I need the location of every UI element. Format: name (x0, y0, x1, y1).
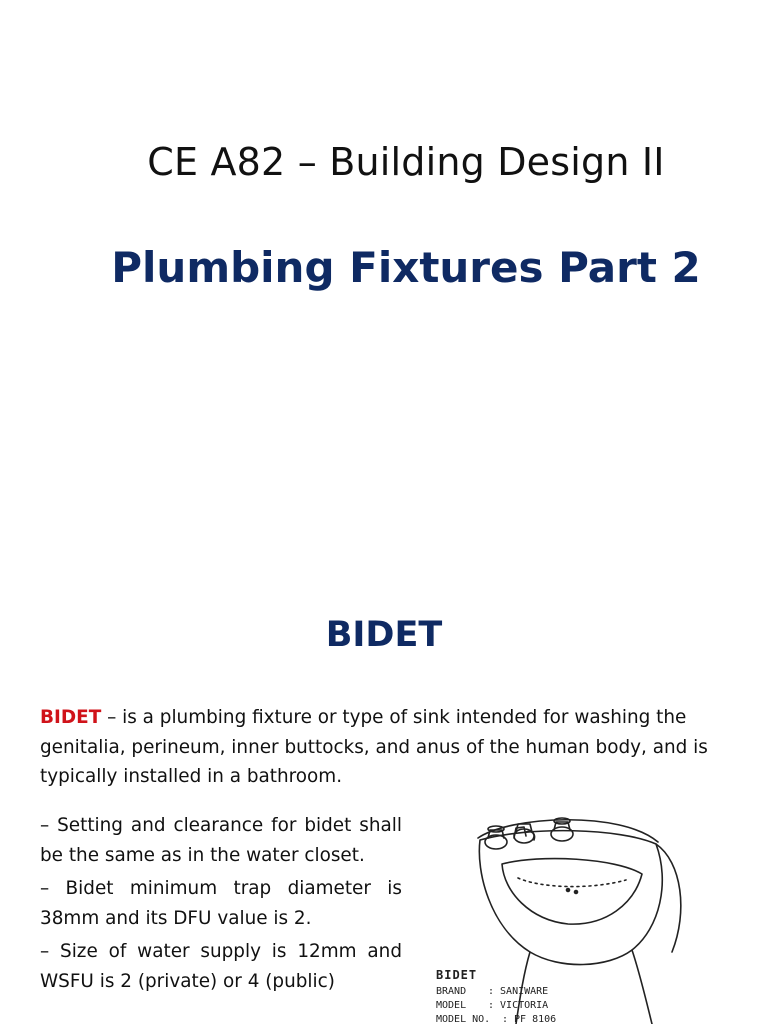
row-value: : PF 8106 (502, 1014, 557, 1024)
drain-dot (575, 891, 578, 894)
figure-row-model-no (436, 1014, 557, 1024)
point-trap-diameter: – Bidet minimum trap diameter is 38mm and its DFU value is 2. (40, 878, 402, 929)
pedestal-right (632, 950, 652, 1024)
bidet-illustration (420, 792, 768, 1024)
bidet-slide (0, 512, 768, 1024)
row-label: MODEL (436, 1000, 467, 1011)
drain-dot (567, 889, 570, 892)
point-water-supply: – Size of water supply is 12mm and WSFU is 2 (private) or 4 (public) (40, 941, 402, 992)
course-title: CE A82 – Building Design II (147, 140, 665, 184)
section-title: BIDET (325, 615, 443, 655)
deck-title: Plumbing Fixtures Part 2 (111, 243, 701, 292)
figure-caption: BIDET (436, 968, 478, 982)
basin-line (518, 878, 626, 887)
definition-text: – is a plumbing fixture or type of sink intended for washing the genitalia, perineum, inner buttocks, and anus of the human body, and is typically installed in a bathroom. (40, 707, 708, 787)
bidet-points (40, 811, 402, 1000)
row-label: BRAND (436, 986, 467, 997)
bowl-rim (502, 859, 642, 925)
side-line (656, 844, 681, 952)
point-setting-clearance: – Setting and clearance for bidet shall be the same as in the water closet. (40, 815, 402, 866)
row-value: : VICTORIA (488, 1000, 549, 1011)
right-tap (551, 818, 573, 841)
figure-row-brand (436, 986, 549, 997)
figure-row-model (436, 1000, 549, 1011)
row-value: : SANIWARE (488, 986, 549, 997)
definition-term: BIDET (40, 707, 102, 728)
left-tap (485, 826, 507, 849)
bidet-drawing (420, 792, 768, 1024)
bidet-definition (40, 703, 730, 792)
row-label: MODEL NO. (436, 1014, 491, 1024)
bowl-outline (479, 831, 662, 965)
